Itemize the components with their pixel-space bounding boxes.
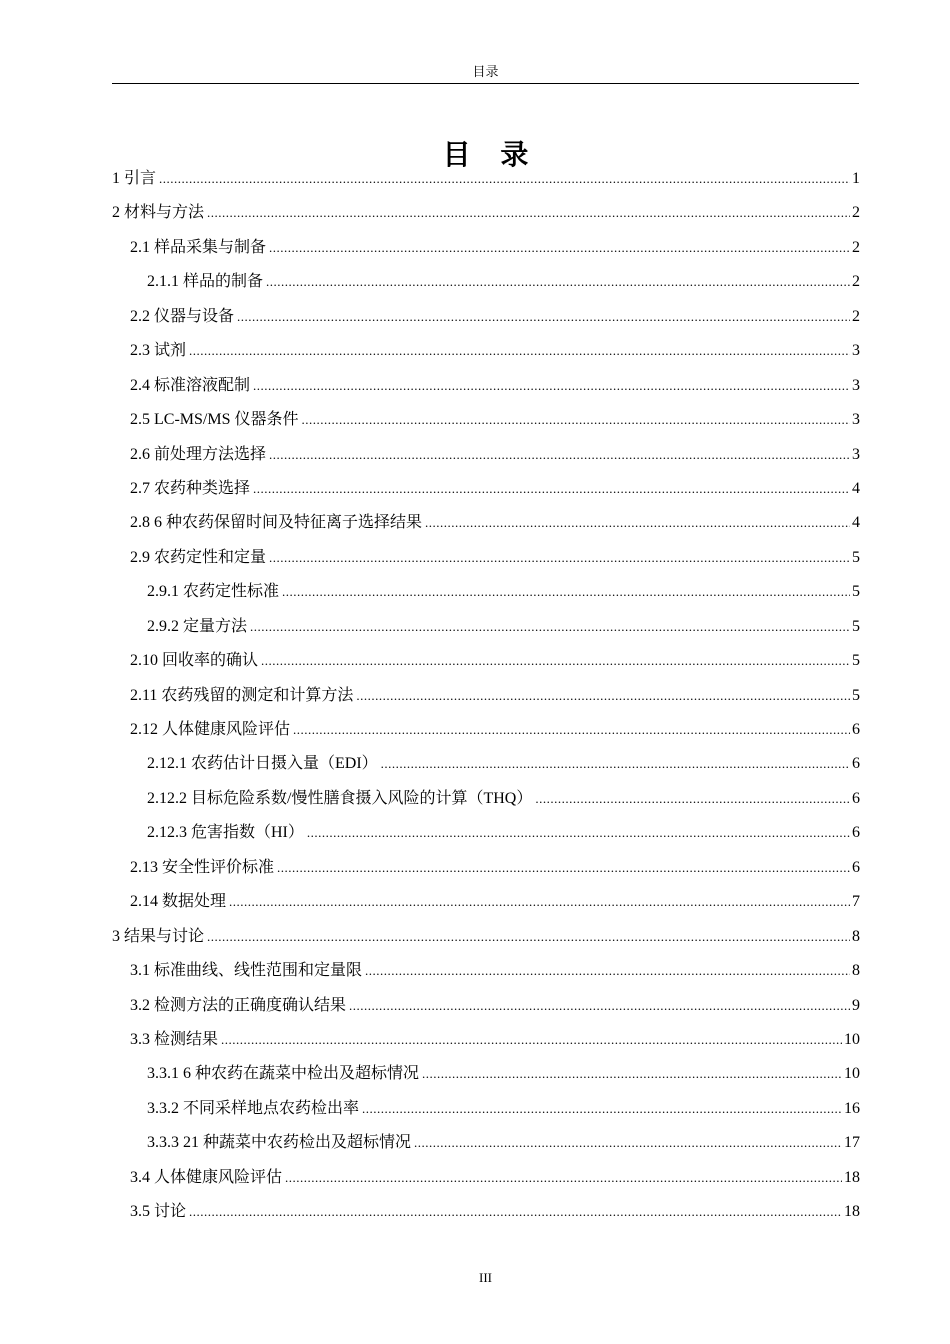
toc-entry-label: 2.12.2 目标危险系数/慢性膳食摄入风险的计算（THQ）: [147, 789, 533, 807]
toc-dot-leader: [269, 541, 850, 575]
toc-entry[interactable]: [112, 1126, 860, 1160]
toc-dot-leader: [253, 472, 850, 506]
toc-dot-leader: [282, 575, 850, 609]
header-rule: [112, 83, 859, 84]
toc-entry-label: 2.14 数据处理: [130, 893, 227, 911]
toc-entry-label: 3 结果与讨论: [112, 927, 205, 945]
page-number: III: [479, 1270, 492, 1285]
toc-entry-page: 2: [852, 204, 860, 222]
toc-entry-label: 2.9 农药定性和定量: [130, 548, 267, 566]
toc-entry-page: 6: [852, 789, 860, 807]
toc-entry[interactable]: [112, 1057, 860, 1091]
toc-entry[interactable]: [112, 472, 860, 506]
toc-entry-page: 2: [852, 238, 860, 256]
toc-entry-label: 1 引言: [112, 170, 157, 187]
toc-dot-leader: [269, 231, 850, 265]
toc-entry[interactable]: [112, 610, 860, 644]
toc-entry-label: 3.3.1 6 种农药在蔬菜中检出及超标情况: [147, 1065, 420, 1083]
toc-entry[interactable]: [112, 679, 860, 713]
toc-entry-page: 2: [852, 307, 860, 325]
toc-entry-label: 2.1 样品采集与制备: [130, 238, 267, 256]
toc-dot-leader: [221, 1023, 842, 1057]
toc-entry[interactable]: [112, 1092, 860, 1126]
toc-dot-leader: [277, 851, 850, 885]
toc-dot-leader: [414, 1126, 842, 1160]
toc-entry-label: 2.5 LC-MS/MS 仪器条件: [130, 411, 299, 429]
toc-entry[interactable]: [112, 265, 860, 299]
toc-entry-page: 8: [852, 962, 860, 980]
toc-entry-page: 8: [852, 927, 860, 945]
toc-dot-leader: [425, 506, 850, 540]
toc-entry[interactable]: [112, 369, 860, 403]
toc-entry-page: 6: [852, 858, 860, 876]
table-of-contents: [112, 162, 860, 1230]
toc-entry-label: 2.3 试剂: [130, 342, 187, 360]
toc-entry-label: 3.3 检测结果: [130, 1030, 219, 1048]
toc-entry[interactable]: [112, 747, 860, 781]
toc-entry-label: 3.2 检测方法的正确度确认结果: [130, 996, 347, 1014]
toc-entry-page: 5: [852, 617, 860, 635]
toc-entry[interactable]: [112, 989, 860, 1023]
toc-entry-page: 4: [852, 479, 860, 497]
toc-entry-page: 6: [852, 755, 860, 773]
toc-entry-page: 2: [852, 273, 860, 291]
toc-entry-label: 2 材料与方法: [112, 204, 205, 222]
toc-entry-label: 2.13 安全性评价标准: [130, 858, 275, 876]
toc-entry[interactable]: [112, 403, 860, 437]
toc-entry-page: 5: [852, 548, 860, 566]
toc-entry[interactable]: [112, 334, 860, 368]
toc-entry-label: 2.9.1 农药定性标准: [147, 583, 280, 601]
page-title: 目 录: [442, 137, 539, 171]
toc-entry[interactable]: [112, 713, 860, 747]
toc-entry-page: 3: [852, 445, 860, 463]
toc-dot-leader: [422, 1057, 842, 1091]
toc-dot-leader: [250, 610, 850, 644]
toc-entry-page: 7: [852, 893, 860, 911]
toc-entry-label: 2.1.1 样品的制备: [147, 273, 264, 291]
toc-entry-page: 5: [852, 652, 860, 670]
toc-dot-leader: [293, 713, 850, 747]
toc-entry-label: 3.1 标准曲线、线性范围和定量限: [130, 962, 363, 980]
toc-entry-label: 2.11 农药残留的测定和计算方法: [130, 686, 354, 704]
toc-entry[interactable]: [112, 1023, 860, 1057]
toc-entry[interactable]: [112, 954, 860, 988]
toc-dot-leader: [237, 300, 850, 334]
toc-entry-page: 16: [844, 1099, 860, 1117]
toc-entry[interactable]: [112, 851, 860, 885]
toc-entry-label: 2.7 农药种类选择: [130, 479, 251, 497]
toc-entry[interactable]: [112, 1195, 860, 1229]
toc-dot-leader: [362, 1092, 842, 1126]
toc-entry-label: 2.9.2 定量方法: [147, 617, 248, 635]
toc-dot-leader: [261, 644, 850, 678]
toc-dot-leader: [207, 196, 850, 230]
toc-entry-page: 3: [852, 342, 860, 360]
toc-entry[interactable]: [112, 231, 860, 265]
toc-entry-page: 3: [852, 376, 860, 394]
toc-entry-label: 2.2 仪器与设备: [130, 307, 235, 325]
toc-entry-page: 6: [852, 721, 860, 738]
toc-entry-label: 3.4 人体健康风险评估: [130, 1168, 283, 1186]
toc-entry[interactable]: [112, 438, 860, 472]
toc-entry-page: 17: [844, 1134, 860, 1152]
toc-dot-leader: [266, 265, 850, 299]
toc-entry-label: 2.4 标准溶液配制: [130, 376, 251, 394]
toc-entry[interactable]: [112, 885, 860, 919]
toc-entry[interactable]: [112, 541, 860, 575]
toc-dot-leader: [356, 679, 850, 713]
toc-entry-label: 2.6 前处理方法选择: [130, 445, 267, 463]
toc-entry-page: 4: [852, 514, 860, 532]
toc-entry-label: 3.3.3 21 种蔬菜中农药检出及超标情况: [147, 1134, 412, 1152]
toc-entry-page: 5: [852, 583, 860, 601]
toc-dot-leader: [269, 438, 850, 472]
toc-entry[interactable]: [112, 920, 860, 954]
toc-entry-label: 2.12.1 农药估计日摄入量（EDI）: [147, 755, 378, 773]
toc-entry-page: 10: [844, 1030, 860, 1048]
toc-dot-leader: [349, 989, 850, 1023]
toc-entry[interactable]: [112, 1161, 860, 1195]
toc-dot-leader: [207, 920, 850, 954]
toc-entry[interactable]: [112, 300, 860, 334]
toc-entry-label: 2.12.3 危害指数（HI）: [147, 824, 304, 842]
toc-entry-page: 3: [852, 411, 860, 429]
toc-entry-label: 2.12 人体健康风险评估: [130, 721, 291, 738]
toc-dot-leader: [381, 747, 850, 781]
toc-dot-leader: [307, 816, 850, 850]
toc-entry[interactable]: [112, 644, 860, 678]
toc-entry-label: 2.10 回收率的确认: [130, 652, 259, 670]
toc-entry-label: 3.3.2 不同采样地点农药检出率: [147, 1099, 360, 1117]
toc-dot-leader: [253, 369, 850, 403]
toc-dot-leader: [301, 403, 850, 437]
toc-dot-leader: [189, 334, 850, 368]
toc-entry-page: 18: [844, 1168, 860, 1186]
toc-dot-leader: [285, 1161, 842, 1195]
toc-entry-page: 18: [844, 1203, 860, 1221]
toc-entry-page: 1: [852, 170, 860, 187]
toc-entry-page: 9: [852, 996, 860, 1014]
toc-entry[interactable]: [112, 575, 860, 609]
toc-dot-leader: [159, 162, 850, 196]
toc-dot-leader: [189, 1195, 842, 1229]
toc-entry-label: 3.5 讨论: [130, 1203, 187, 1221]
toc-entry[interactable]: [112, 506, 860, 540]
toc-dot-leader: [365, 954, 850, 988]
toc-entry[interactable]: [112, 196, 860, 230]
toc-dot-leader: [535, 782, 850, 816]
toc-entry[interactable]: [112, 816, 860, 850]
running-header: 目录: [472, 64, 499, 79]
toc-entry[interactable]: [112, 782, 860, 816]
toc-entry-page: 5: [852, 686, 860, 704]
toc-entry[interactable]: [112, 162, 860, 196]
toc-dot-leader: [229, 885, 850, 919]
toc-entry-page: 10: [844, 1065, 860, 1083]
toc-entry-label: 2.8 6 种农药保留时间及特征离子选择结果: [130, 514, 423, 532]
toc-entry-page: 6: [852, 824, 860, 842]
